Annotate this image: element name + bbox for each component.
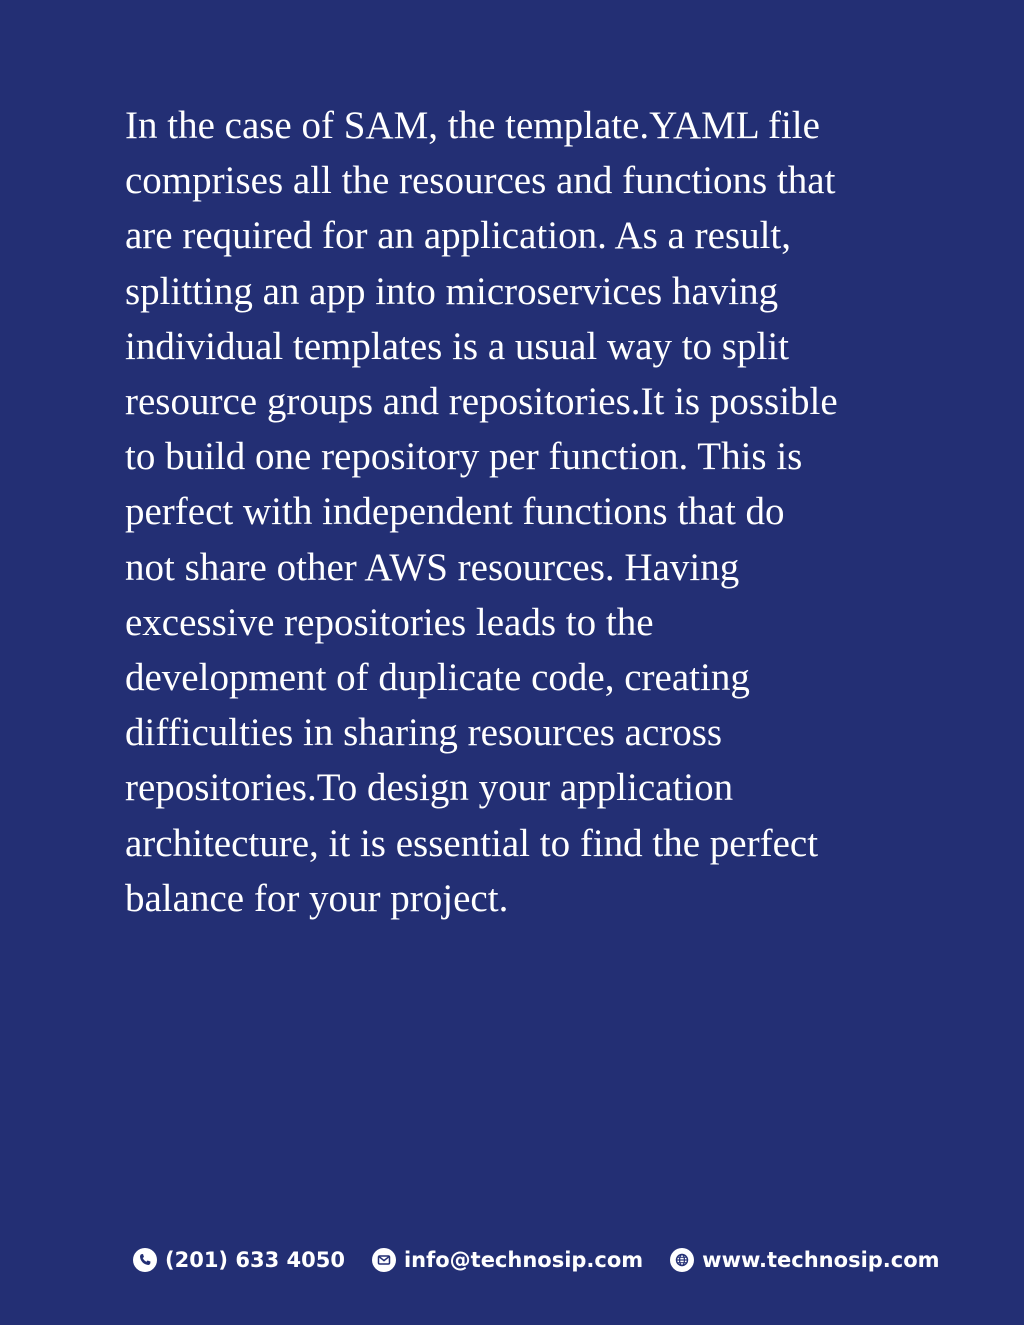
paragraph-line: to build one repository per function. This is <box>125 435 803 479</box>
globe-icon <box>670 1248 694 1272</box>
paragraph-line: individual templates is a usual way to split <box>125 324 789 368</box>
paragraph-line: resource groups and repositories.It is possible <box>125 380 838 424</box>
paragraph-line: perfect with independent functions that do <box>125 490 785 534</box>
website-url: www.technosip.com <box>702 1248 940 1272</box>
paragraph-line: comprises all the resources and functions that <box>125 159 836 203</box>
phone-number: (201) 633 4050 <box>165 1248 345 1272</box>
paragraph-line: are required for an application. As a result, <box>125 214 791 258</box>
paragraph-line: balance for your project. <box>125 876 509 920</box>
paragraph-line: excessive repositories leads to the <box>125 600 654 644</box>
body-paragraph <box>125 98 925 926</box>
contact-footer <box>133 1245 940 1275</box>
paragraph-line: splitting an app into microservices having <box>125 269 779 313</box>
website-contact[interactable] <box>670 1248 939 1272</box>
paragraph-line: difficulties in sharing resources across <box>125 711 723 755</box>
paragraph-line: repositories.To design your application <box>125 766 734 810</box>
email-contact[interactable] <box>372 1248 643 1272</box>
paragraph-line: development of duplicate code, creating <box>125 656 750 700</box>
phone-contact[interactable] <box>133 1248 345 1272</box>
email-address: info@technosip.com <box>403 1248 644 1272</box>
paragraph-line: In the case of SAM, the template.YAML file <box>125 104 820 147</box>
phone-icon <box>133 1248 157 1272</box>
paragraph-line: architecture, it is essential to find the perfect <box>125 821 819 865</box>
paragraph-line: not share other AWS resources. Having <box>125 545 740 589</box>
email-icon <box>372 1248 396 1272</box>
